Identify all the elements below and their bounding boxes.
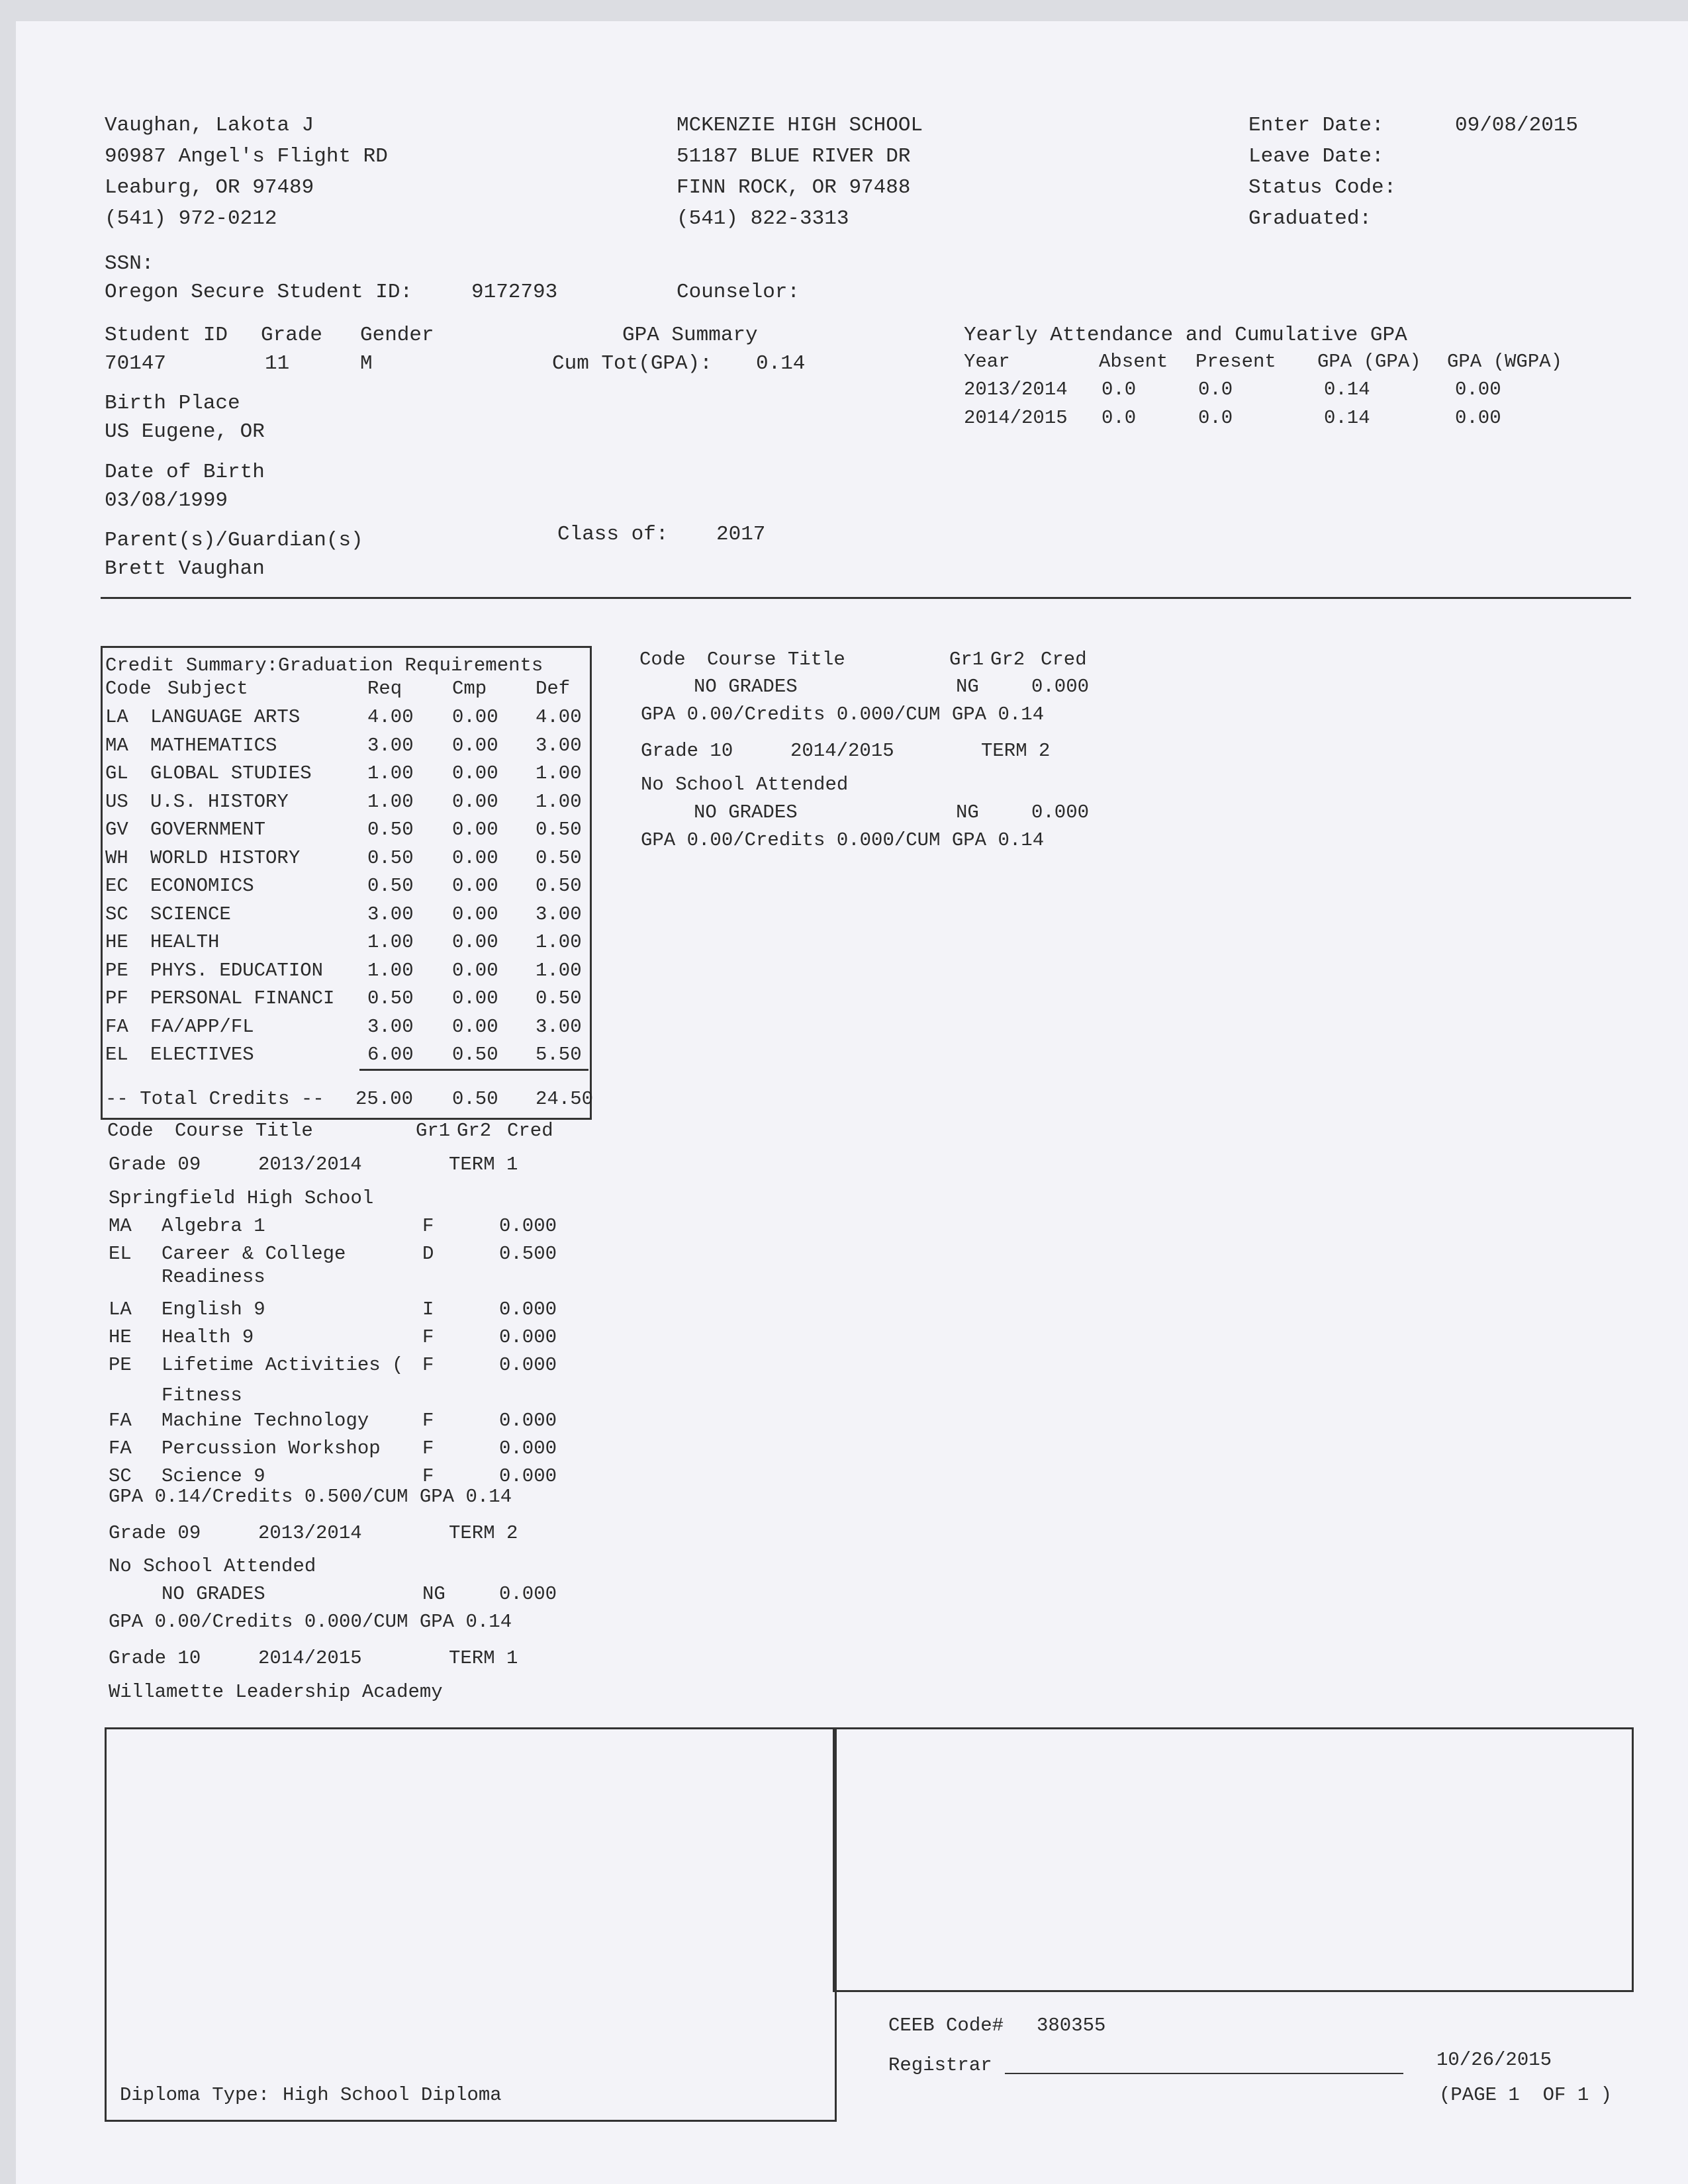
leave-date-label: Leave Date: <box>1248 145 1384 168</box>
attendance-cell: 2013/2014 <box>964 379 1068 400</box>
no-grades-credit: 0.000 <box>499 1583 557 1605</box>
credit-req: 4.00 <box>367 706 414 728</box>
print-date: 10/26/2015 <box>1436 2049 1552 2071</box>
course-title: Percussion Workshop <box>162 1437 381 1459</box>
attendance-header-year: Year <box>964 351 1010 373</box>
course-header-cred: Cred <box>507 1120 553 1142</box>
term-label: TERM 1 <box>449 1647 518 1669</box>
course-grade: F <box>422 1410 434 1432</box>
no-grades-grade: NG <box>422 1583 445 1605</box>
no-grades-title: NO GRADES <box>694 801 798 823</box>
attendance-cell: 0.00 <box>1455 407 1501 429</box>
credit-subject: GLOBAL STUDIES <box>150 762 312 784</box>
gender-label: Gender <box>360 324 434 347</box>
term-year: 2013/2014 <box>258 1154 362 1175</box>
course-header-cred: Cred <box>1041 649 1087 670</box>
course-title: Health 9 <box>162 1326 254 1348</box>
attendance-cell: 0.14 <box>1324 379 1370 400</box>
total-cmp: 0.50 <box>452 1088 498 1110</box>
term-label: TERM 2 <box>449 1522 518 1544</box>
course-header-gr2: Gr2 <box>457 1120 492 1142</box>
no-grades-title: NO GRADES <box>694 676 798 698</box>
credit-code: WH <box>105 846 128 869</box>
credit-header-cmp: Cmp <box>452 678 487 700</box>
course-header-title: Course Title <box>707 649 845 670</box>
attendance-cell: 0.00 <box>1455 379 1501 400</box>
term-gpa-line: GPA 0.00/Credits 0.000/CUM GPA 0.14 <box>641 704 1045 725</box>
term-gpa-line: GPA 0.00/Credits 0.000/CUM GPA 0.14 <box>109 1611 512 1633</box>
attendance-cell: 0.0 <box>1102 407 1137 429</box>
term-school: Willamette Leadership Academy <box>109 1681 443 1703</box>
credit-req: 0.50 <box>367 875 414 897</box>
credit-header-def: Def <box>536 678 571 700</box>
total-credits-label: -- Total Credits -- <box>105 1088 324 1110</box>
credit-code: GL <box>105 762 128 784</box>
class-of-value: 2017 <box>716 523 766 546</box>
course-code: FA <box>109 1437 132 1459</box>
class-of-label: Class of: <box>557 523 669 546</box>
registrar-signature-line <box>1005 2073 1403 2074</box>
course-title-continuation: Readiness <box>162 1266 265 1288</box>
credit-cmp: 0.00 <box>452 903 498 925</box>
credit-code: LA <box>105 706 128 728</box>
total-req: 25.00 <box>355 1088 414 1110</box>
term-label: TERM 1 <box>449 1154 518 1175</box>
total-def: 24.50 <box>536 1088 594 1110</box>
school-address-line1: 51187 BLUE RIVER DR <box>677 145 911 168</box>
credit-def: 4.00 <box>536 706 582 728</box>
course-header-gr1: Gr1 <box>949 649 984 670</box>
course-title: Science 9 <box>162 1465 265 1487</box>
student-address-line2: Leaburg, OR 97489 <box>105 176 314 199</box>
credit-req: 1.00 <box>367 790 414 813</box>
credit-req: 0.50 <box>367 846 414 869</box>
course-grade: I <box>422 1298 434 1320</box>
transcript-page <box>16 21 1688 2184</box>
registrar-label: Registrar <box>888 2054 992 2076</box>
osid-label: Oregon Secure Student ID: <box>105 281 413 304</box>
course-grade: F <box>422 1326 434 1348</box>
enter-date-value: 09/08/2015 <box>1455 114 1579 137</box>
credit-code: EC <box>105 875 128 897</box>
course-grade: F <box>422 1465 434 1487</box>
credit-def: 3.00 <box>536 903 582 925</box>
term-grade: Grade 10 <box>641 740 733 762</box>
term-grade: Grade 09 <box>109 1154 201 1175</box>
credit-subject: FA/APP/FL <box>150 1015 254 1038</box>
attendance-header-gpa: GPA (GPA) <box>1317 351 1421 373</box>
course-code: EL <box>109 1243 132 1265</box>
course-grade: F <box>422 1215 434 1237</box>
course-title: Algebra 1 <box>162 1215 265 1237</box>
credit-subject: SCIENCE <box>150 903 231 925</box>
total-rule <box>359 1069 588 1071</box>
credit-summary-title: Credit Summary:Graduation Requirements <box>105 655 543 676</box>
osid-value: 9172793 <box>471 281 558 304</box>
dob-label: Date of Birth <box>105 461 265 484</box>
grade-label: Grade <box>261 324 323 347</box>
course-header-code: Code <box>107 1120 154 1142</box>
grade-value: 11 <box>265 352 290 375</box>
credit-cmp: 0.00 <box>452 959 498 981</box>
course-credit: 0.000 <box>499 1354 557 1376</box>
credit-req: 3.00 <box>367 903 414 925</box>
attendance-cell: 0.0 <box>1198 379 1233 400</box>
credit-req: 3.00 <box>367 1015 414 1038</box>
credit-subject: GOVERNMENT <box>150 819 266 841</box>
credit-def: 1.00 <box>536 959 582 981</box>
no-grades-grade: NG <box>956 801 979 823</box>
credit-cmp: 0.00 <box>452 819 498 841</box>
course-credit: 0.000 <box>499 1298 557 1320</box>
course-header-gr2: Gr2 <box>990 649 1025 670</box>
credit-subject: PHYS. EDUCATION <box>150 959 324 981</box>
course-grade: F <box>422 1437 434 1459</box>
signature-box <box>833 1727 1634 1992</box>
credit-code: SC <box>105 903 128 925</box>
term-school: No School Attended <box>109 1555 316 1577</box>
credit-def: 3.00 <box>536 734 582 756</box>
school-name: MCKENZIE HIGH SCHOOL <box>677 114 923 137</box>
term-school: Springfield High School <box>109 1187 374 1209</box>
birth-place-label: Birth Place <box>105 392 240 415</box>
attendance-cell: 0.0 <box>1198 407 1233 429</box>
course-header-title: Course Title <box>175 1120 313 1142</box>
credit-code: GV <box>105 819 128 841</box>
credit-def: 1.00 <box>536 931 582 953</box>
credit-summary-box <box>101 646 592 1120</box>
course-credit: 0.500 <box>499 1243 557 1265</box>
ssn-label: SSN: <box>105 252 154 275</box>
student-name: Vaughan, Lakota J <box>105 114 314 137</box>
credit-header-code: Code <box>105 678 152 700</box>
course-code: SC <box>109 1465 132 1487</box>
status-code-label: Status Code: <box>1248 176 1397 199</box>
credit-cmp: 0.00 <box>452 875 498 897</box>
credit-code: HE <box>105 931 128 953</box>
credit-subject: WORLD HISTORY <box>150 846 301 869</box>
attendance-header-absent: Absent <box>1099 351 1168 373</box>
school-address-line2: FINN ROCK, OR 97488 <box>677 176 911 199</box>
credit-req: 0.50 <box>367 819 414 841</box>
credit-def: 0.50 <box>536 846 582 869</box>
term-year: 2014/2015 <box>790 740 894 762</box>
ceeb-code-value: 380355 <box>1037 2015 1106 2036</box>
credit-subject: MATHEMATICS <box>150 734 277 756</box>
course-credit: 0.000 <box>499 1326 557 1348</box>
no-grades-grade: NG <box>956 676 979 698</box>
student-id-value: 70147 <box>105 352 167 375</box>
cum-gpa-label: Cum Tot(GPA): <box>552 352 712 375</box>
credit-cmp: 0.00 <box>452 1015 498 1038</box>
no-grades-credit: 0.000 <box>1031 676 1090 698</box>
credit-cmp: 0.00 <box>452 846 498 869</box>
course-title: Machine Technology <box>162 1410 369 1432</box>
counselor-label: Counselor: <box>677 281 800 304</box>
cum-gpa-value: 0.14 <box>756 352 806 375</box>
course-credit: 0.000 <box>499 1465 557 1487</box>
course-title-continuation: Fitness <box>162 1385 242 1406</box>
term-gpa-line: GPA 0.14/Credits 0.500/CUM GPA 0.14 <box>109 1486 512 1508</box>
school-phone: (541) 822-3313 <box>677 207 849 230</box>
credit-code: US <box>105 790 128 813</box>
diploma-type-label: Diploma Type: <box>120 2084 270 2106</box>
credit-cmp: 0.00 <box>452 987 498 1009</box>
credit-cmp: 0.00 <box>452 706 498 728</box>
course-title: English 9 <box>162 1298 265 1320</box>
enter-date-label: Enter Date: <box>1248 114 1384 137</box>
credit-code: EL <box>105 1044 128 1066</box>
credit-cmp: 0.00 <box>452 790 498 813</box>
attendance-title: Yearly Attendance and Cumulative GPA <box>964 324 1407 347</box>
credit-code: FA <box>105 1015 128 1038</box>
dob-value: 03/08/1999 <box>105 489 228 512</box>
credit-req: 1.00 <box>367 931 414 953</box>
credit-req: 1.00 <box>367 762 414 784</box>
credit-code: MA <box>105 734 128 756</box>
credit-subject: HEALTH <box>150 931 220 953</box>
diploma-type-value: High School Diploma <box>283 2084 502 2106</box>
course-grade: F <box>422 1354 434 1376</box>
term-label: TERM 2 <box>981 740 1051 762</box>
gpa-summary-title: GPA Summary <box>622 324 758 347</box>
term-year: 2014/2015 <box>258 1647 362 1669</box>
credit-req: 1.00 <box>367 959 414 981</box>
attendance-header-wgpa: GPA (WGPA) <box>1447 351 1563 373</box>
gender-value: M <box>360 352 373 375</box>
credit-cmp: 0.50 <box>452 1044 498 1066</box>
course-credit: 0.000 <box>499 1410 557 1432</box>
credit-req: 3.00 <box>367 734 414 756</box>
course-code: PE <box>109 1354 132 1376</box>
course-code: HE <box>109 1326 132 1348</box>
graduated-label: Graduated: <box>1248 207 1372 230</box>
diploma-box <box>105 1727 837 2122</box>
credit-def: 0.50 <box>536 987 582 1009</box>
course-code: LA <box>109 1298 132 1320</box>
course-credit: 0.000 <box>499 1215 557 1237</box>
term-grade: Grade 10 <box>109 1647 201 1669</box>
credit-def: 3.00 <box>536 1015 582 1038</box>
credit-subject: PERSONAL FINANCI <box>150 987 335 1009</box>
credit-req: 0.50 <box>367 987 414 1009</box>
birth-place-value: US Eugene, OR <box>105 420 265 443</box>
course-header-code: Code <box>639 649 686 670</box>
course-code: FA <box>109 1410 132 1432</box>
credit-def: 0.50 <box>536 875 582 897</box>
student-address-line1: 90987 Angel's Flight RD <box>105 145 388 168</box>
credit-req: 6.00 <box>367 1044 414 1066</box>
attendance-cell: 0.14 <box>1324 407 1370 429</box>
credit-def: 5.50 <box>536 1044 582 1066</box>
course-credit: 0.000 <box>499 1437 557 1459</box>
credit-cmp: 0.00 <box>452 734 498 756</box>
no-grades-title: NO GRADES <box>162 1583 265 1605</box>
credit-subject: U.S. HISTORY <box>150 790 289 813</box>
credit-def: 1.00 <box>536 790 582 813</box>
credit-def: 0.50 <box>536 819 582 841</box>
course-title: Lifetime Activities ( <box>162 1354 404 1376</box>
credit-code: PF <box>105 987 128 1009</box>
page-info: (PAGE 1 OF 1 ) <box>1439 2084 1613 2106</box>
student-phone: (541) 972-0212 <box>105 207 277 230</box>
term-grade: Grade 09 <box>109 1522 201 1544</box>
ceeb-code-label: CEEB Code# <box>888 2015 1004 2036</box>
attendance-header-present: Present <box>1196 351 1276 373</box>
credit-subject: ELECTIVES <box>150 1044 254 1066</box>
attendance-cell: 2014/2015 <box>964 407 1068 429</box>
credit-header-subject: Subject <box>167 678 248 700</box>
guardian-value: Brett Vaughan <box>105 557 265 580</box>
guardian-label: Parent(s)/Guardian(s) <box>105 529 363 552</box>
course-header-gr1: Gr1 <box>416 1120 451 1142</box>
no-grades-credit: 0.000 <box>1031 801 1090 823</box>
term-gpa-line: GPA 0.00/Credits 0.000/CUM GPA 0.14 <box>641 829 1045 851</box>
course-code: MA <box>109 1215 132 1237</box>
credit-header-req: Req <box>367 678 402 700</box>
student-id-label: Student ID <box>105 324 228 347</box>
course-grade: D <box>422 1243 434 1265</box>
header-divider <box>101 597 1631 599</box>
credit-def: 1.00 <box>536 762 582 784</box>
term-year: 2013/2014 <box>258 1522 362 1544</box>
course-title: Career & College <box>162 1243 346 1265</box>
credit-code: PE <box>105 959 128 981</box>
attendance-cell: 0.0 <box>1102 379 1137 400</box>
credit-cmp: 0.00 <box>452 931 498 953</box>
term-school: No School Attended <box>641 774 849 796</box>
credit-subject: LANGUAGE ARTS <box>150 706 301 728</box>
credit-cmp: 0.00 <box>452 762 498 784</box>
credit-subject: ECONOMICS <box>150 875 254 897</box>
